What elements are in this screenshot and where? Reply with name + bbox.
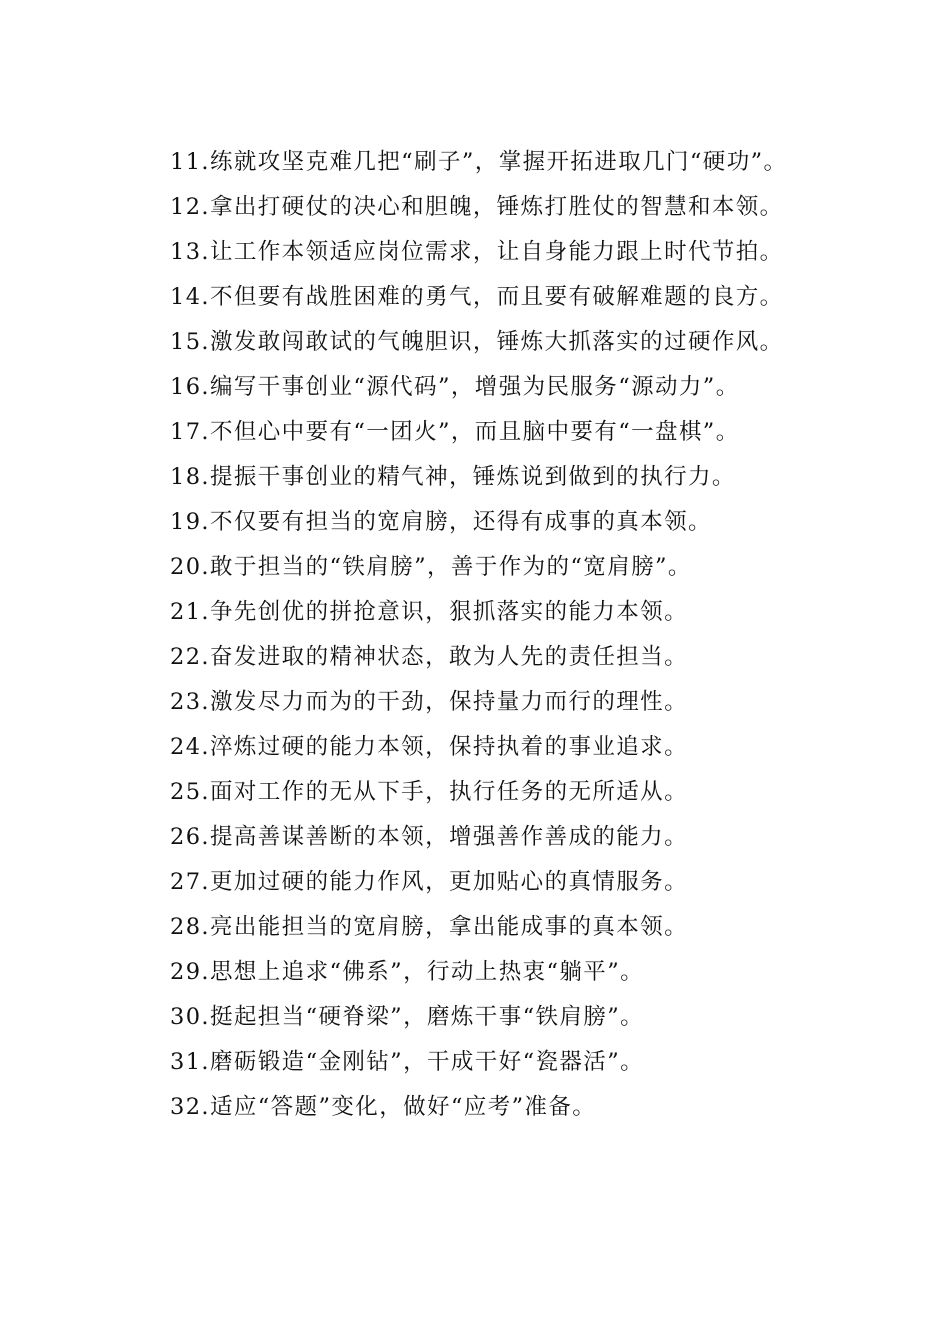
list-item: 28.亮出能担当的宽肩膀，拿出能成事的真本领。 <box>170 914 688 940</box>
list-item: 12.拿出打硬仗的决心和胆魄，锤炼打胜仗的智慧和本领。 <box>170 194 784 220</box>
list-item: 20.敢于担当的“铁肩膀”，善于作为的“宽肩膀”。 <box>170 554 692 580</box>
list-item: 16.编写干事创业“源代码”，增强为民服务“源动力”。 <box>170 374 740 400</box>
list-item: 14.不但要有战胜困难的勇气，而且要有破解难题的良方。 <box>170 284 784 310</box>
document-body <box>122 140 827 1130</box>
list-item: 23.激发尽力而为的干劲，保持量力而行的理性。 <box>170 689 688 715</box>
list-item: 17.不但心中要有“一团火”，而且脑中要有“一盘棋”。 <box>170 419 740 445</box>
list-item: 11.练就攻坚克难几把“刷子”，掌握开拓进取几门“硬功”。 <box>170 149 788 175</box>
list-item: 25.面对工作的无从下手，执行任务的无所适从。 <box>170 779 688 805</box>
list-item: 21.争先创优的拼抢意识，狠抓落实的能力本领。 <box>170 599 688 625</box>
list-item: 19.不仅要有担当的宽肩膀，还得有成事的真本领。 <box>170 509 712 535</box>
list-item: 26.提高善谋善断的本领，增强善作善成的能力。 <box>170 824 688 850</box>
list-item: 27.更加过硬的能力作风，更加贴心的真情服务。 <box>170 869 688 895</box>
list-item: 24.淬炼过硬的能力本领，保持执着的事业追求。 <box>170 734 688 760</box>
list-item: 29.思想上追求“佛系”，行动上热衷“躺平”。 <box>170 959 644 985</box>
list-item: 18.提振干事创业的精气神，锤炼说到做到的执行力。 <box>170 464 736 490</box>
list-item: 22.奋发进取的精神状态，敢为人先的责任担当。 <box>170 644 688 670</box>
list-item: 30.挺起担当“硬脊梁”，磨炼干事“铁肩膀”。 <box>170 1004 644 1030</box>
list-item: 32.适应“答题”变化，做好“应考”准备。 <box>170 1094 597 1120</box>
list-item: 13.让工作本领适应岗位需求，让自身能力跟上时代节拍。 <box>170 239 784 265</box>
list-item: 15.激发敢闯敢试的气魄胆识，锤炼大抓落实的过硬作风。 <box>170 329 784 355</box>
list-item: 31.磨砺锻造“金刚钻”，干成干好“瓷器活”。 <box>170 1049 644 1075</box>
